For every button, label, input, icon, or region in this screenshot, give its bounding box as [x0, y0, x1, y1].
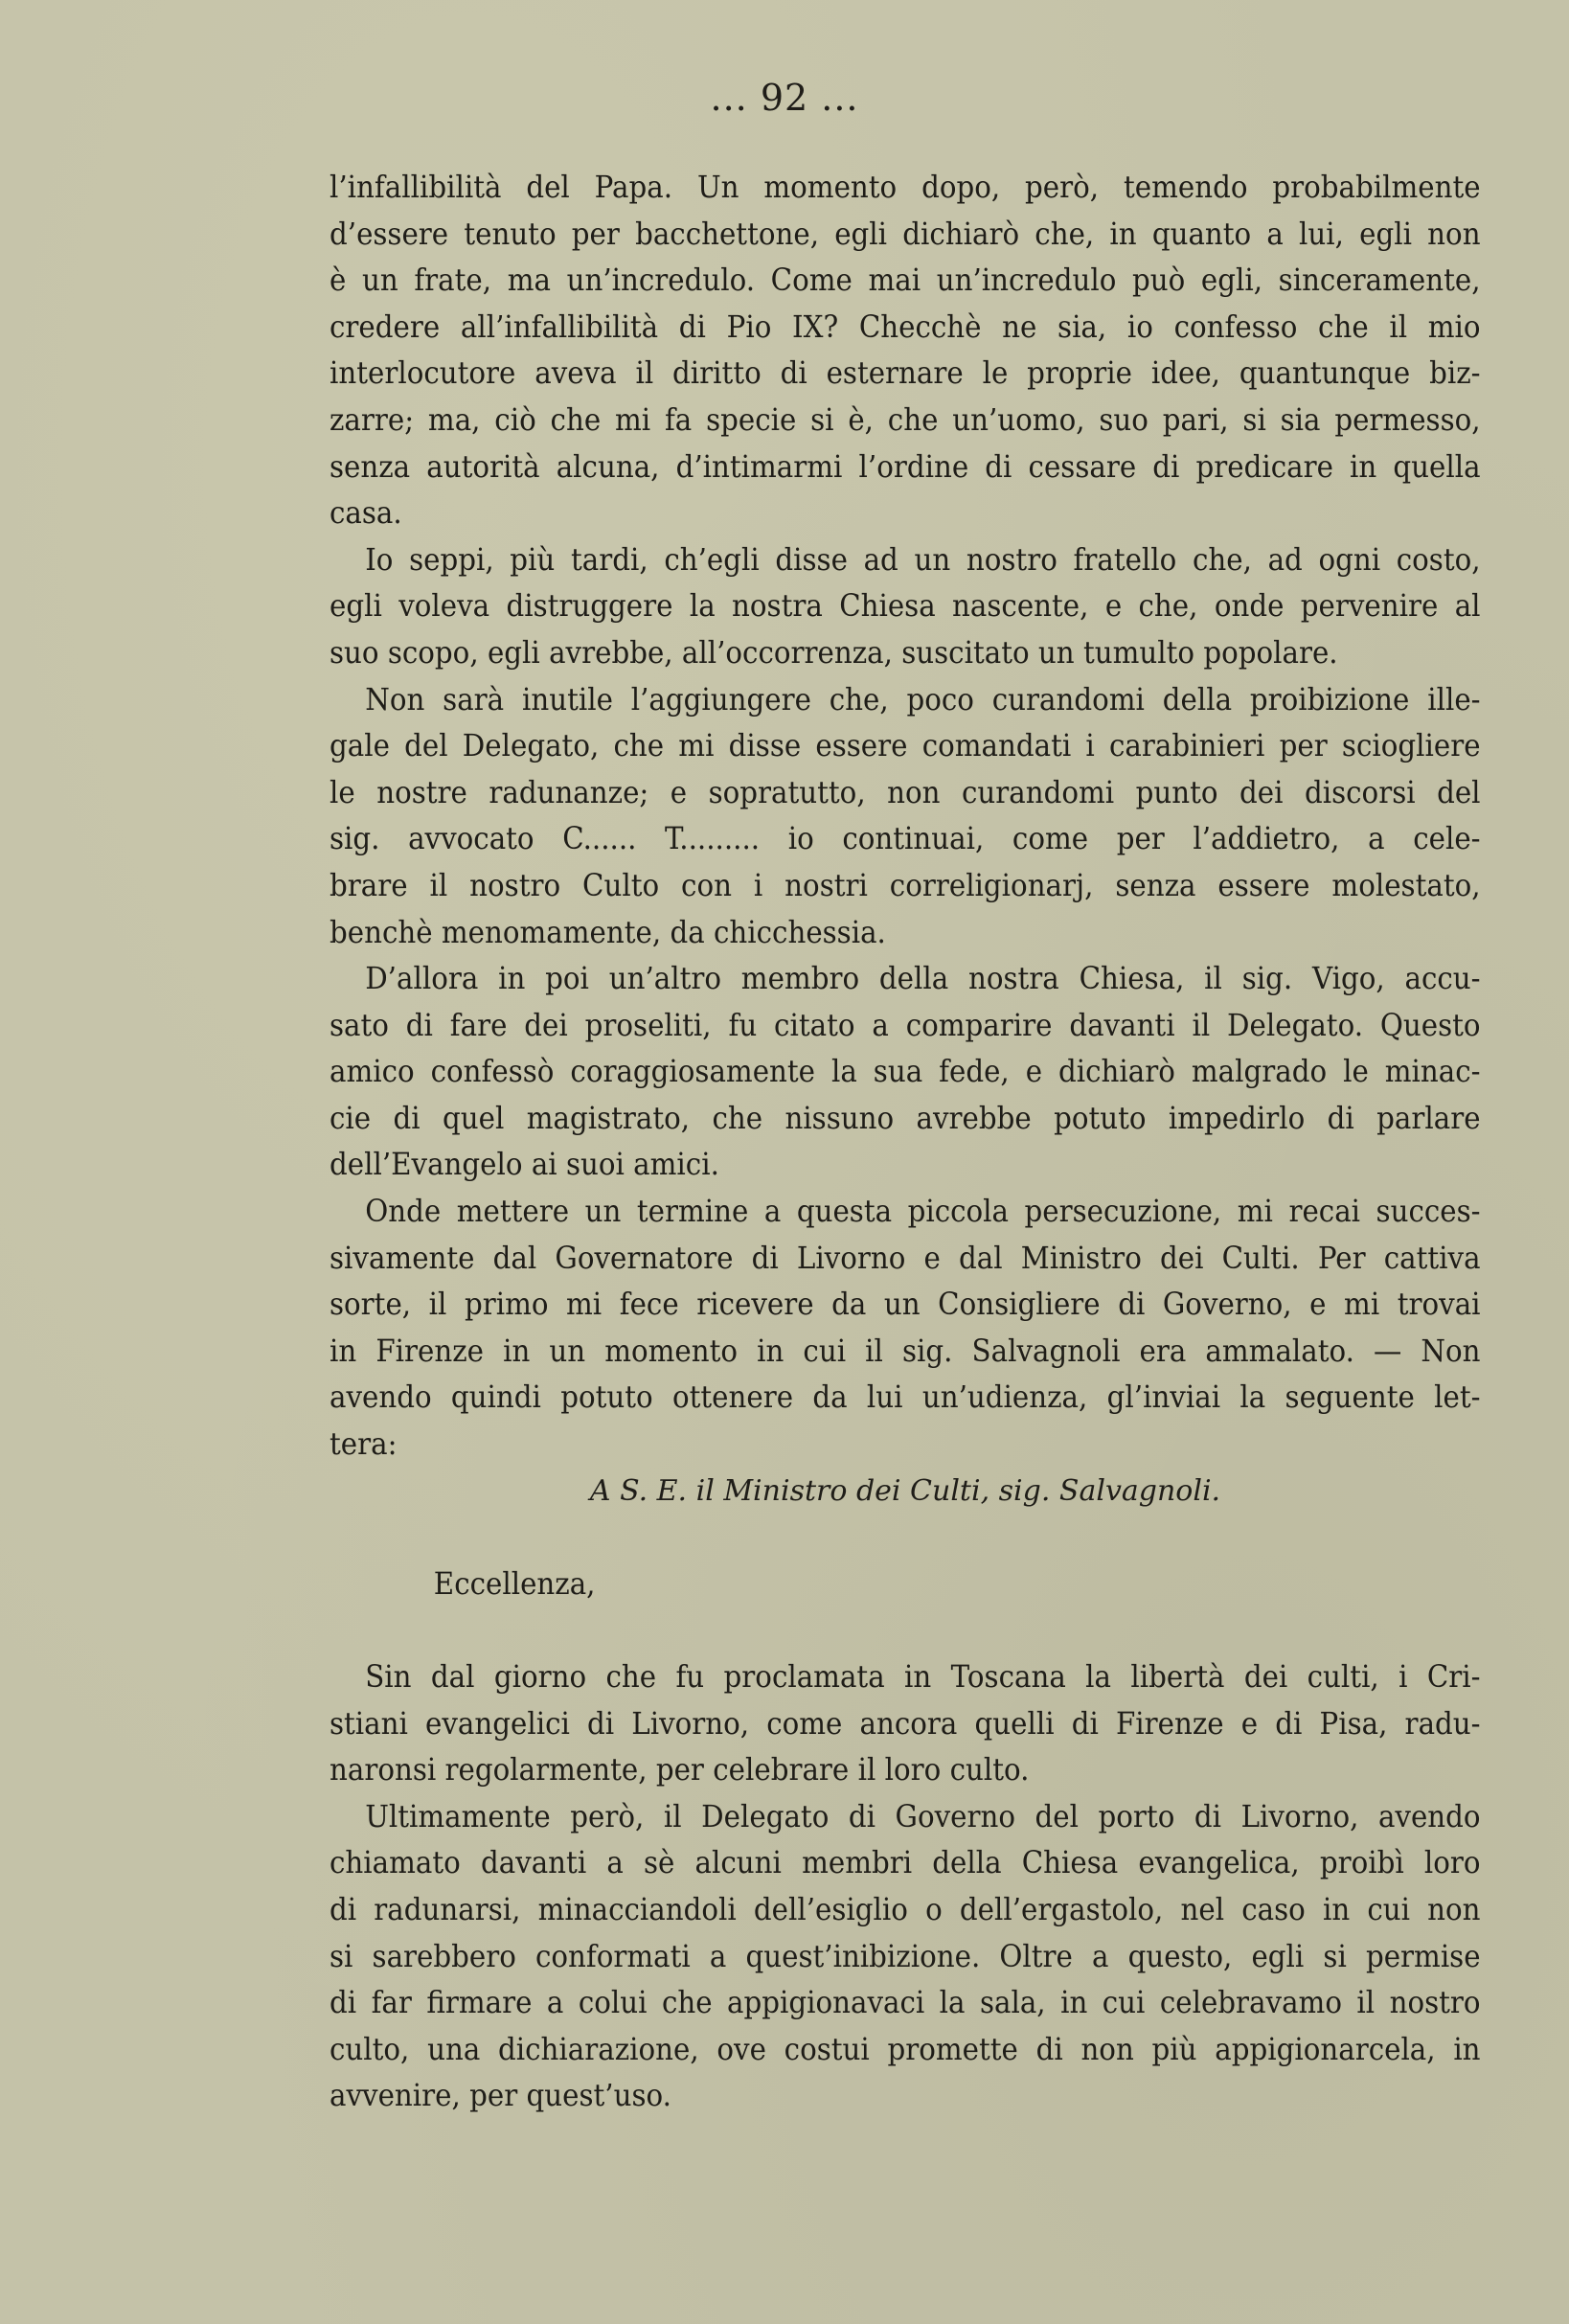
text-line: chiamato davanti a sè alcuni membri della Chiesa evangelica, proibì loro: [330, 1846, 1481, 1881]
spacer: [330, 1515, 1481, 1561]
text-line: gale del Delegato, che mi disse essere comandati i carabinieri per sciogliere: [330, 729, 1481, 764]
page-body: [330, 165, 1481, 2120]
text-line: si sarebbero conformati a quest’inibizione. Oltre a questo, egli si permise: [330, 1939, 1481, 1974]
text-line: d’essere tenuto per bacchettone, egli dichiarò che, in quanto a lui, egli non: [330, 216, 1481, 252]
text-line: dell’Evangelo ai suoi amici.: [330, 1148, 719, 1183]
paragraph: [330, 677, 1481, 957]
text-line: sorte, il primo mi fece ricevere da un Consigliere di Governo, e mi trovai: [330, 1287, 1481, 1323]
text-line: avendo quindi potuto ottenere da lui un’udienza, gl’inviai la seguente let-: [330, 1380, 1481, 1416]
text-line: l’infallibilità del Papa. Un momento dopo, però, temendo probabilmente: [330, 171, 1481, 205]
text-line: tera:: [330, 1427, 398, 1463]
page-number: ... 92 ...: [710, 77, 859, 119]
text-line: di far firmare a colui che appigionavaci la sala, in cui celebravamo il nostro: [330, 1986, 1481, 2021]
letter-address: A S. E. il Ministro dei Culti, sig. Salvagnoli.: [589, 1473, 1221, 1508]
text-line: sivamente dal Governatore di Livorno e dal Ministro dei Culti. Per cattiva: [330, 1241, 1481, 1276]
spacer: [330, 1607, 1481, 1654]
paragraph: [330, 1189, 1481, 1469]
text-line: Onde mettere un termine a questa piccola persecuzione, mi recai succes-: [365, 1195, 1481, 1230]
text-line: suo scopo, egli avrebbe, all’occorrenza, suscitato un tumulto popolare.: [330, 635, 1338, 671]
text-line: Non sarà inutile l’aggiungere che, poco curandomi della proibizione ille-: [365, 682, 1481, 718]
paragraph: [330, 165, 1481, 537]
paragraph: [330, 537, 1481, 677]
text-line: Ultimamente però, il Delegato di Governo del porto di Livorno, avendo: [365, 1799, 1481, 1834]
text-line: Io seppi, più tardi, ch’egli disse ad un nostro fratello che, ad ogni costo,: [365, 542, 1481, 578]
text-line: zarre; ma, ciò che mi fa specie si è, che un’uomo, suo pari, si sia permesso,: [330, 402, 1481, 438]
paragraph: [330, 956, 1481, 1189]
text-line: sato di fare dei proseliti, fu citato a comparire davanti il Delegato. Questo: [330, 1008, 1481, 1043]
text-line: cie di quel magistrato, che nissuno avrebbe potuto impedirlo di parlare: [330, 1101, 1481, 1136]
text-line: stiani evangelici di Livorno, come ancora quelli di Firenze e di Pisa, radu-: [330, 1706, 1481, 1742]
text-line: è un frate, ma un’incredulo. Come mai un’incredulo può egli, sinceramente,: [330, 263, 1481, 299]
text-line: Sin dal giorno che fu proclamata in Toscana la libertà dei culti, i Cri-: [365, 1660, 1481, 1695]
text-line: D’allora in poi un’altro membro della nostra Chiesa, il sig. Vigo, accu-: [365, 962, 1481, 997]
text-line: casa.: [330, 496, 402, 532]
letter-paragraph: [330, 1794, 1481, 2120]
text-line: avvenire, per quest’uso.: [330, 2079, 671, 2114]
text-line: benchè menomamente, da chicchessia.: [330, 915, 886, 950]
text-line: naronsi regolarmente, per celebrare il loro culto.: [330, 1753, 1030, 1789]
text-line: senza autorità alcuna, d’intimarmi l’ordine di cessare di predicare in quella: [330, 449, 1481, 485]
letter-salutation: Eccellenza,: [433, 1566, 596, 1602]
text-line: di radunarsi, minacciandoli dell’esiglio o dell’ergastolo, nel caso in cui non: [330, 1892, 1481, 1927]
text-line: in Firenze in un momento in cui il sig. Salvagnoli era ammalato. — Non: [330, 1333, 1481, 1369]
text-line: brare il nostro Culto con i nostri correligionarj, senza essere molestato,: [330, 868, 1481, 903]
text-line: amico confessò coraggiosamente la sua fede, e dichiarò malgrado le minac-: [330, 1055, 1481, 1090]
text-line: le nostre radunanze; e sopratutto, non curandomi punto dei discorsi del: [330, 775, 1481, 810]
text-line: sig. avvocato C...... T......... io continuai, come per l’addietro, a cele-: [330, 822, 1481, 857]
text-line: interlocutore aveva il diritto di esternare le proprie idee, quantunque biz-: [330, 356, 1481, 392]
letter-paragraph: [330, 1654, 1481, 1794]
text-line: credere all’infallibilità di Pio IX? Checchè ne sia, io confesso che il mio: [330, 309, 1481, 345]
text-line: culto, una dichiarazione, ove costui promette di non più appigionarcela, in: [330, 2032, 1481, 2067]
text-line: egli voleva distruggere la nostra Chiesa nascente, e che, onde pervenire al: [330, 589, 1481, 625]
